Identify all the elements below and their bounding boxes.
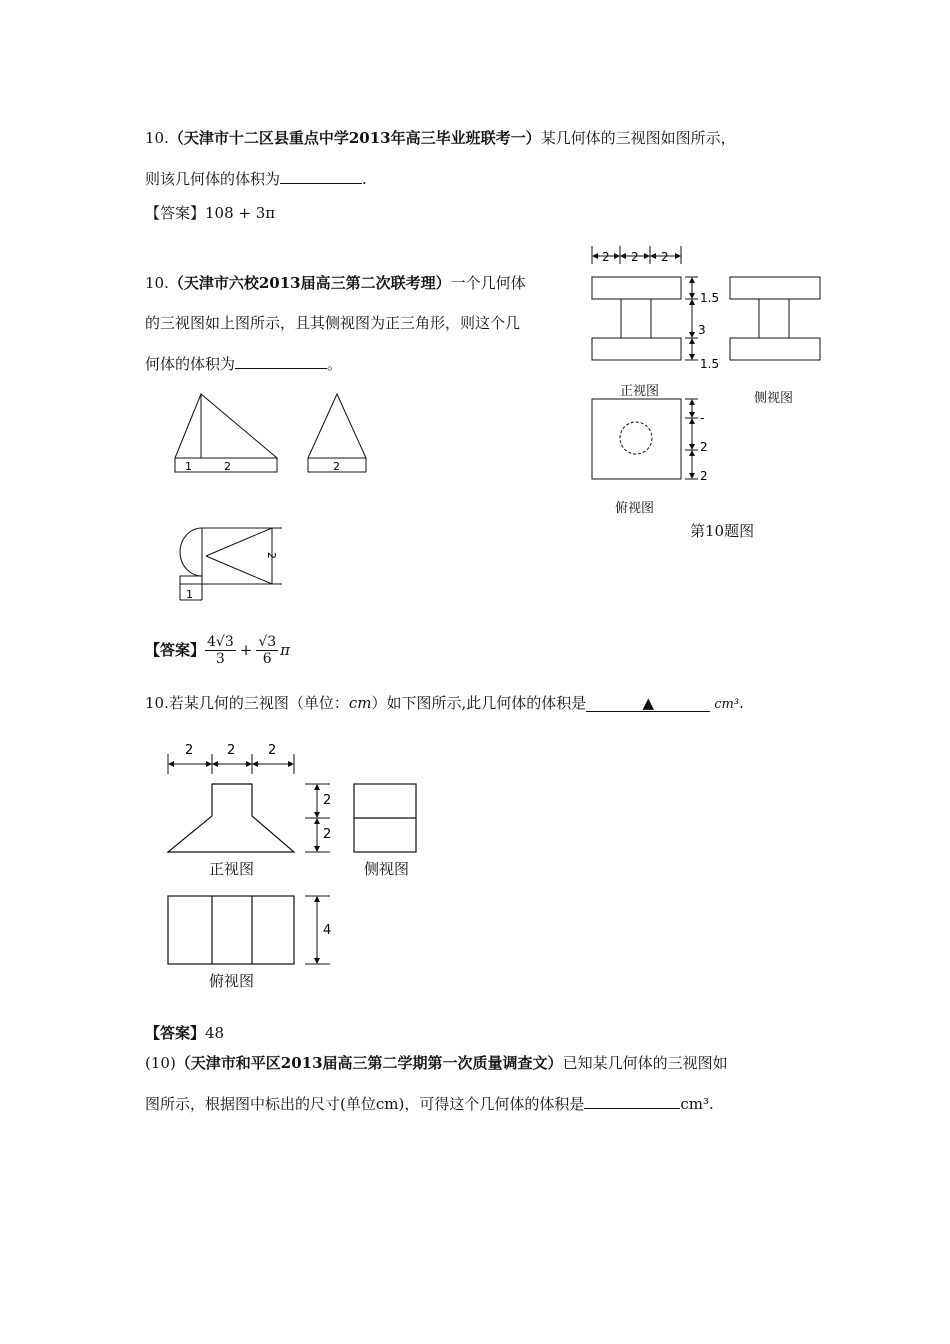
figure-1-dim-side-2: 3 — [698, 323, 706, 337]
figure-1-dim-top-3: 2 — [661, 250, 669, 264]
figure-3-dim-side-1: 2 — [323, 793, 332, 808]
figure-2-dim-side: 2 — [333, 460, 340, 473]
figure-1-front-label: 正视图 — [620, 384, 660, 399]
problem-4-unit-end: cm³. — [680, 1095, 714, 1113]
problem-1-text-b: 则该几何体的体积为 — [145, 170, 281, 188]
problem-1-period: . — [362, 170, 367, 188]
problem-3-answer — [145, 1023, 224, 1043]
figure-1-plan-view — [592, 399, 681, 479]
problem-2-answer — [145, 630, 290, 670]
problem-4-line-1 — [145, 1053, 728, 1073]
figure-1-dim-plan-3: 2 — [700, 469, 708, 483]
figure-2-three-views — [170, 390, 410, 630]
figure-1-dim-plan-2: 2 — [700, 440, 708, 454]
figure-3-side-view — [354, 784, 416, 852]
figure-3-side-label: 侧视图 — [364, 860, 410, 878]
problem-4-text-b: 图所示，根据图中标出的尺寸(单位cm)，可得这个几何体的体积是 — [145, 1095, 585, 1113]
problem-4-line-2 — [145, 1093, 714, 1114]
problem-2-text-b: 的三视图如上图所示，且其侧视图为正三角形，则这个几 — [145, 314, 521, 332]
figure-1-plan-label: 俯视图 — [615, 501, 655, 516]
figure-1-side-label: 侧视图 — [754, 391, 794, 406]
figure-2-dim-front-2: 2 — [224, 460, 231, 473]
problem-2-line-1 — [145, 273, 526, 293]
figure-3-dim-top-3: 2 — [268, 743, 277, 758]
figure-3-front-label: 正视图 — [209, 860, 255, 878]
problem-2-text-c: 何体的体积为 — [145, 355, 236, 373]
problem-3-unit: cm — [348, 694, 372, 712]
problem-1-answer-label: 【答案】 — [145, 204, 206, 222]
figure-1-dim-side-1: 1.5 — [700, 291, 720, 305]
problem-2-answer-label: 【答案】 — [145, 641, 206, 659]
figure-2-plan-view — [180, 528, 282, 600]
problem-3-period: . — [739, 694, 744, 712]
problem-2-line-3 — [145, 353, 342, 374]
problem-2-number: 10. — [145, 274, 169, 292]
problem-2-answer-fraction-1 — [205, 634, 236, 667]
problem-2-source: （天津市六校2013届高三第二次联考理） — [168, 274, 451, 292]
figure-3-plan-view — [168, 896, 294, 964]
figure-2-dim-plan-1: 2 — [265, 552, 278, 559]
problem-2-blank — [235, 353, 327, 369]
problem-2-answer-pi: π — [280, 641, 291, 659]
figure-2-dim-front-1: 1 — [185, 460, 192, 473]
figure-3-dim-side-2: 2 — [323, 827, 332, 842]
figure-1-plan-dimension — [685, 399, 698, 479]
problem-3-line-1 — [145, 693, 744, 715]
problem-2-answer-plus: + — [239, 641, 253, 659]
problem-1-source: （天津市十二区县重点中学2013年高三毕业班联考一） — [168, 129, 541, 147]
figure-1-dim-plan-1: - — [700, 411, 705, 425]
problem-3-text-a: 若某几何的三视图（单位： — [168, 694, 349, 712]
figure-3-dim-plan: 4 — [323, 923, 332, 938]
figure-1-side-view — [730, 277, 820, 360]
problem-4-text-a: 已知某几何体的三视图如 — [562, 1054, 728, 1072]
figure-3-dim-top-2: 2 — [227, 743, 236, 758]
problem-3-blank — [586, 696, 710, 712]
figure-1-dim-side-3: 1.5 — [700, 357, 720, 371]
figure-1-front-view — [592, 277, 681, 360]
figure-3-dim-top-1: 2 — [185, 743, 194, 758]
problem-2-frac2-den: 6 — [262, 650, 272, 667]
problem-3-unit-end: cm³ — [714, 697, 740, 712]
problem-4-source: （天津市和平区2013届高三第二学期第一次质量调查文） — [175, 1054, 563, 1072]
figure-1-dim-top-1: 2 — [602, 250, 610, 264]
problem-3-text-mid: ）如下图所示,此几何体的体积是 — [371, 694, 587, 712]
problem-2-frac2-num: √3 — [258, 633, 277, 650]
problem-1-answer-value: 108 + 3π — [205, 204, 276, 222]
figure-2-dim-plan-2: 1 — [186, 588, 193, 601]
problem-2-frac1-den: 3 — [215, 650, 225, 667]
problem-1-line-2 — [145, 168, 367, 189]
problem-4-number: (10) — [145, 1054, 176, 1072]
problem-1-line-1 — [145, 128, 736, 148]
problem-3-answer-label: 【答案】 — [145, 1024, 206, 1042]
problem-2-line-2 — [145, 313, 520, 333]
problem-3-number: 10. — [145, 694, 169, 712]
figure-3-front-view — [168, 784, 294, 852]
problem-1-blank — [280, 168, 362, 184]
problem-1-number: 10. — [145, 129, 169, 147]
problem-1-text-a: 某几何体的三视图如图所示， — [540, 129, 736, 147]
problem-2-period: 。 — [327, 355, 343, 373]
figure-1-dim-top-2: 2 — [631, 250, 639, 264]
figure-1-caption: 第10题图 — [690, 522, 755, 540]
problem-2-answer-fraction-2 — [256, 634, 278, 667]
figure-1-side-dimension — [685, 277, 698, 360]
problem-1-answer — [145, 203, 275, 223]
problem-2-text-a: 一个几何体 — [450, 274, 526, 292]
figure-3-plan-label: 俯视图 — [209, 972, 255, 990]
problem-3-blank-mark: ▲ — [642, 694, 655, 712]
problem-3-answer-value: 48 — [205, 1024, 225, 1042]
problem-2-frac1-num: 4√3 — [207, 633, 234, 650]
problem-4-blank — [584, 1093, 680, 1109]
